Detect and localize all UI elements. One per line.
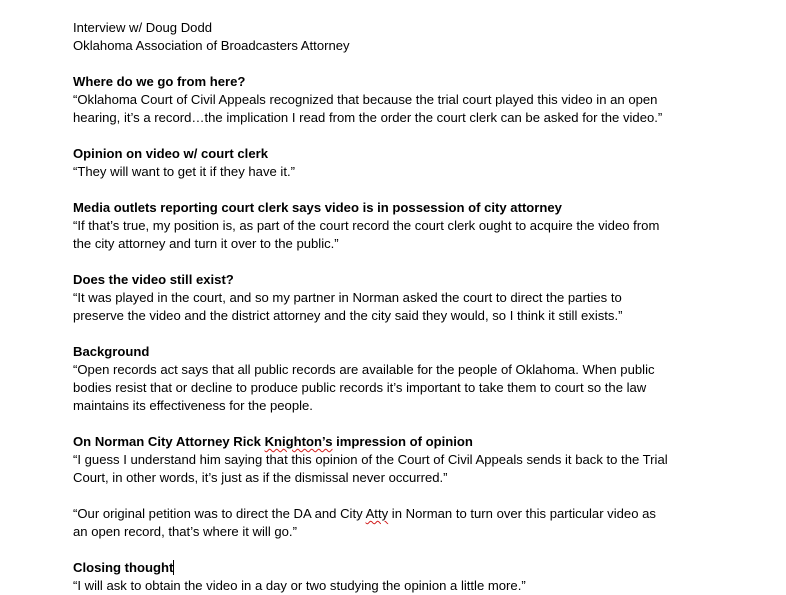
paragraph-gap bbox=[73, 127, 786, 145]
spellcheck-flagged-word[interactable]: Knighton’s bbox=[264, 434, 333, 449]
quote-line: “They will want to get it if they have it.” bbox=[73, 164, 295, 179]
quote-line bbox=[73, 505, 786, 523]
paragraph-gap bbox=[73, 415, 786, 433]
quote-line: preserve the video and the district attorney and the city said they would, so I think it still exists.” bbox=[73, 308, 623, 323]
section-heading bbox=[73, 559, 786, 577]
quote-line: Court, in other words, it’s just as if the dismissal never occurred.” bbox=[73, 470, 448, 485]
paragraph-gap bbox=[73, 487, 786, 505]
quote-line: the city attorney and turn it over to the public.” bbox=[73, 236, 339, 251]
section-heading: Where do we go from here? bbox=[73, 74, 246, 89]
quote-line: “If that’s true, my position is, as part of the court record the court clerk ought to acquire the video from bbox=[73, 218, 660, 233]
quote-line: an open record, that’s where it will go.” bbox=[73, 524, 297, 539]
quote-line: “Open records act says that all public records are available for the people of Oklahoma. When public bbox=[73, 362, 655, 377]
section-heading: Media outlets reporting court clerk says video is in possession of city attorney bbox=[73, 200, 562, 215]
text-cursor bbox=[173, 560, 174, 575]
heading-text: Closing thought bbox=[73, 560, 174, 575]
paragraph-gap bbox=[73, 253, 786, 271]
header-title: Oklahoma Association of Broadcasters Attorney bbox=[73, 38, 350, 53]
paragraph-gap bbox=[73, 325, 786, 343]
header-interviewee: Interview w/ Doug Dodd bbox=[73, 20, 213, 35]
quote-line: hearing, it’s a record…the implication I read from the order the court clerk can be asked for the video.” bbox=[73, 110, 663, 125]
quote-line: “It was played in the court, and so my partner in Norman asked the court to direct the parties to bbox=[73, 290, 622, 305]
section-heading: Opinion on video w/ court clerk bbox=[73, 146, 268, 161]
quote-line: bodies resist that or decline to produce public records it’s important to take them to court so the law bbox=[73, 380, 647, 395]
section-heading: Does the video still exist? bbox=[73, 272, 234, 287]
paragraph-gap bbox=[73, 541, 786, 559]
quote-text: “Our original petition was to direct the DA and City bbox=[73, 506, 366, 521]
heading-text: On Norman City Attorney Rick bbox=[73, 434, 265, 449]
heading-text: impression of opinion bbox=[332, 434, 473, 449]
quote-line: “I guess I understand him saying that this opinion of the Court of Civil Appeals sends it back to the Trial bbox=[73, 452, 668, 467]
quote-line: maintains its effectiveness for the people. bbox=[73, 398, 313, 413]
section-heading bbox=[73, 433, 786, 451]
quote-text: in Norman to turn over this particular video as bbox=[388, 506, 656, 521]
quote-line: “I will ask to obtain the video in a day or two studying the opinion a little more.” bbox=[73, 578, 526, 593]
section-heading: Background bbox=[73, 344, 150, 359]
spellcheck-flagged-word[interactable]: Atty bbox=[365, 506, 389, 521]
quote-line: “Oklahoma Court of Civil Appeals recognized that because the trial court played this video in an open bbox=[73, 92, 658, 107]
paragraph-gap bbox=[73, 55, 786, 73]
paragraph-gap bbox=[73, 181, 786, 199]
